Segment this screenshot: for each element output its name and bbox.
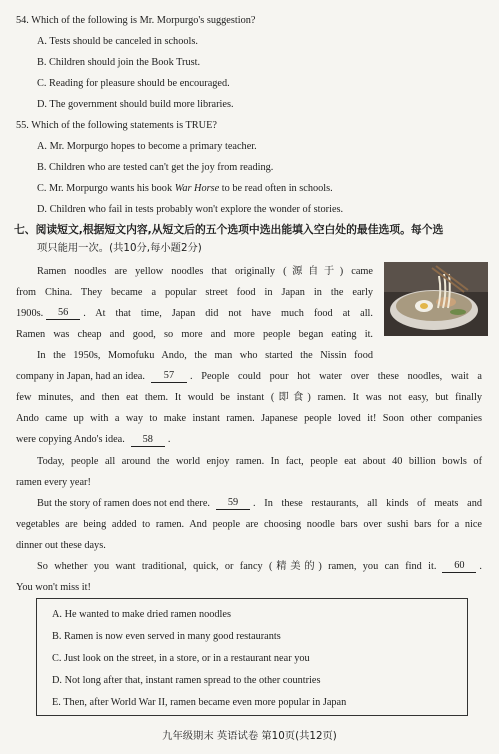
q54-option-a: A. Tests should be canceled in schools. bbox=[37, 36, 198, 47]
passage-line: But the story of ramen does not end there. 59 . In these restaurants, all kinds of meats and bbox=[37, 497, 482, 509]
passage-line: In the 1950s, Momofuku Ando, the man who started the Nissin food bbox=[37, 350, 373, 361]
blank-58[interactable]: 58 bbox=[131, 435, 165, 447]
passage-line: Ramen noodles are yellow noodles that originally (源自于) came bbox=[37, 266, 373, 277]
section-7-title: 七、阅读短文,根据短文内容,从短文后的五个选项中选出能填入空白处的最佳选项。每个选 bbox=[14, 223, 444, 236]
passage-line: So whether you want traditional, quick, or fancy (精美的) ramen, you can find it. 60 . bbox=[37, 560, 482, 572]
choice-c[interactable]: C. Just look on the street, in a store, or in a restaurant near you bbox=[52, 653, 310, 664]
blank-56[interactable]: 56 bbox=[46, 308, 80, 320]
passage-line: Ando came up with a way to make instant ramen. Japanese people loved it! Soon other companies bbox=[16, 413, 482, 424]
passage-line: company in Japan, had an idea. 57 . People could pour hot water over these noodles, wait a bbox=[16, 370, 482, 382]
page-footer: 九年级期末 英语试卷 第10页(共12页) bbox=[162, 730, 337, 742]
blank-57[interactable]: 57 bbox=[151, 371, 187, 383]
passage-line: ramen every year! bbox=[16, 477, 91, 488]
question-54-stem: 54. Which of the following is Mr. Morpurgo's suggestion? bbox=[16, 15, 256, 26]
q54-option-b: B. Children should join the Book Trust. bbox=[37, 57, 201, 68]
passage-line: Ramen was cheap and good, so more and more people began eating it. bbox=[16, 329, 373, 340]
choice-d[interactable]: D. Not long after that, instant ramen spread to the other countries bbox=[52, 675, 321, 686]
passage-line: few minutes, and then eat them. It would be instant (即食) ramen. It was not easy, but finally bbox=[16, 392, 482, 403]
passage-line: vegetables are being added to ramen. And people are choosing noodle bars over sushi bars for a nice bbox=[16, 519, 482, 530]
ramen-bowl-image bbox=[384, 262, 488, 336]
choices-box bbox=[36, 598, 468, 716]
passage-line: You won't miss it! bbox=[16, 582, 91, 593]
choice-a[interactable]: A. He wanted to make dried ramen noodles bbox=[52, 609, 231, 620]
passage-line: 1900s. 56 . At that time, Japan did not have much food at all. bbox=[16, 307, 373, 319]
passage-line: from China. They became a popular street food in Japan in the early bbox=[16, 287, 373, 298]
section-7-instructions: 项只能用一次。(共10分,每小题2分) bbox=[37, 242, 202, 254]
q55-option-c: C. Mr. Morpurgo wants his book War Horse to be read often in schools. bbox=[37, 183, 333, 194]
q55-option-b: B. Children who are tested can't get the joy from reading. bbox=[37, 162, 274, 173]
passage-line: were copying Ando's idea. 58 . bbox=[16, 434, 171, 445]
question-55-stem: 55. Which of the following statements is TRUE? bbox=[16, 120, 217, 131]
q54-option-c: C. Reading for pleasure should be encouraged. bbox=[37, 78, 230, 89]
blank-59[interactable]: 59 bbox=[216, 498, 250, 510]
book-title: War Horse bbox=[174, 183, 220, 194]
choice-b[interactable]: B. Ramen is now even served in many good restaurants bbox=[52, 631, 281, 642]
q55-option-a: A. Mr. Morpurgo hopes to become a primary teacher. bbox=[37, 141, 257, 152]
q54-option-d: D. The government should build more libraries. bbox=[37, 99, 234, 110]
choice-e[interactable]: E. Then, after World War II, ramen became even more popular in Japan bbox=[52, 697, 347, 708]
blank-60[interactable]: 60 bbox=[442, 561, 476, 573]
passage-line: dinner out these days. bbox=[16, 540, 106, 551]
q55-option-d: D. Children who fail in tests probably won't explore the wonder of stories. bbox=[37, 204, 344, 215]
passage-line: Today, people all around the world enjoy ramen. In fact, people eat about 40 billion bowls of bbox=[37, 456, 482, 467]
